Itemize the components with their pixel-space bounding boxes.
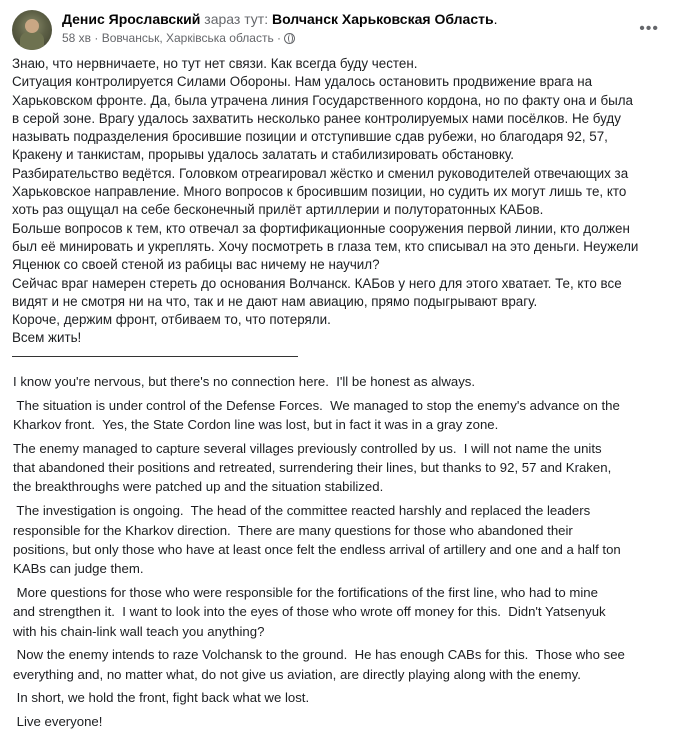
paragraph: [13, 372, 625, 391]
text-line: Харьковское направление. Много вопросов к бросившим позиции, но судить их могут лишь те, кто: [12, 184, 627, 200]
more-options-button[interactable]: •••: [639, 20, 659, 37]
post-text-english: [13, 372, 625, 736]
post-time-link[interactable]: 58 хв: [62, 31, 92, 45]
text-line: Всем жить!: [12, 330, 82, 346]
text-line: Кракену и танкистам, прорывы удалось залатать и стабилизировать обстановку.: [12, 147, 514, 163]
text-line: в серой зоне. Врагу удалось захватить несколько ранее контролируемых нами посёлков. Не буду: [12, 110, 621, 126]
text-line: The enemy managed to capture several villages previously controlled by us. I will not name the units: [13, 440, 602, 456]
text-line: Знаю, что нервничаете, но тут нет связи. Как всегда буду честен.: [12, 56, 418, 71]
post-header: [12, 8, 667, 48]
text-line: Kharkov front. Yes, the State Cordon line was lost, but in fact it was in a gray zone.: [13, 417, 499, 433]
is-at-label: зараз тут:: [204, 11, 269, 27]
text-line: In short, we hold the front, fight back what we lost.: [13, 690, 310, 706]
meta-separator: ·: [94, 31, 99, 45]
text-line: and strengthen it. I want to look into the eyes of those who wrote off money for this. Didn't Yatsenyuk: [13, 604, 606, 620]
paragraph: [13, 712, 625, 731]
title-period: .: [493, 11, 498, 27]
text-line: Больше вопросов к тем, кто отвечал за фортификационные сооружения первой линии, кто должен: [12, 220, 630, 236]
author-name-link[interactable]: Денис Ярославский: [62, 11, 201, 27]
text-line: Разбирательство ведётся. Головком отреагировал жёстко и сменил руководителей отвечающих за: [12, 165, 629, 181]
text-line: Харьковском фронте. Да, была утрачена линия Государственного кордона, но по факту она и была: [12, 92, 634, 108]
text-line: everything and, no matter what, do not give us aviation, are directly playing along with the enemy.: [13, 666, 581, 682]
text-divider: [12, 356, 298, 357]
paragraph: [13, 583, 625, 641]
text-line: The investigation is ongoing. The head of the committee reacted harshly and replaced the leaders: [13, 503, 591, 519]
text-line: with his chain-link wall teach you anything?: [13, 623, 265, 639]
post-meta: [62, 30, 295, 46]
text-line: The situation is under control of the Defense Forces. We managed to stop the enemy's advance on the: [13, 397, 620, 413]
author-avatar[interactable]: [12, 10, 52, 50]
paragraph: [13, 501, 625, 578]
post-text-russian: [12, 55, 638, 348]
text-line: Live everyone!: [13, 714, 103, 730]
text-line: Ситуация контролируется Силами Обороны. Нам удалось остановить продвижение врага на: [12, 74, 593, 90]
text-line: Короче, держим фронт, отбиваем то, что потеряли.: [12, 312, 331, 328]
text-line: хоть раз ощущал на себе бесконечный прилёт артиллерии и полуторатонных КАБов.: [12, 202, 544, 218]
text-line: Яценюк со своей стеной из рабицы вас ничему не научил?: [12, 257, 380, 273]
post-title: [62, 10, 497, 28]
text-line: I know you're nervous, but there's no connection here. I'll be honest as always.: [13, 374, 476, 389]
text-line: был её минировать и укреплять. Хочу посмотреть в глаза тем, кто списывал на это деньги. Неужели: [12, 238, 639, 254]
globe-icon[interactable]: [284, 33, 295, 44]
text-line: видят и не смотря ни на что, так и не дают нам авиацию, прямо подыгрывают врагу.: [12, 293, 538, 309]
text-line: responsible for the Kharkov direction. There are many questions for those who abandoned their: [13, 522, 573, 538]
meta-separator: ·: [277, 31, 282, 45]
text-line: Now the enemy intends to raze Volchansk to the ground. He has enough CABs for this. Those who see: [13, 647, 625, 663]
text-line: More questions for those who were responsible for the fortifications of the first line, who had to mine: [13, 584, 598, 600]
text-line: называть подразделения бросившие позиции и отступившие сдав рубежи, но благодаря 92, 57,: [12, 129, 608, 145]
text-line: positions, but only those who have at least once felt the endless arrival of artillery and one and a half ton: [13, 541, 621, 557]
post-location-link[interactable]: Вовчанськ, Харківська область: [101, 31, 274, 45]
text-line: Сейчас враг намерен стереть до основания Волчанск. КАБов у него для этого хватает. Те, кто все: [12, 275, 622, 291]
text-line: KABs can judge them.: [13, 561, 144, 577]
paragraph: [13, 396, 625, 435]
text-line: the breakthroughs were patched up and the situation stabilized.: [13, 479, 384, 495]
place-link[interactable]: Волчанск Харьковская Область: [271, 11, 494, 27]
paragraph: [13, 688, 625, 707]
paragraph: [13, 439, 625, 497]
text-line: that abandoned their positions and retreated, surrendering their lines, but thanks to 92, 57 and Kraken,: [13, 460, 612, 476]
paragraph: [13, 645, 625, 684]
